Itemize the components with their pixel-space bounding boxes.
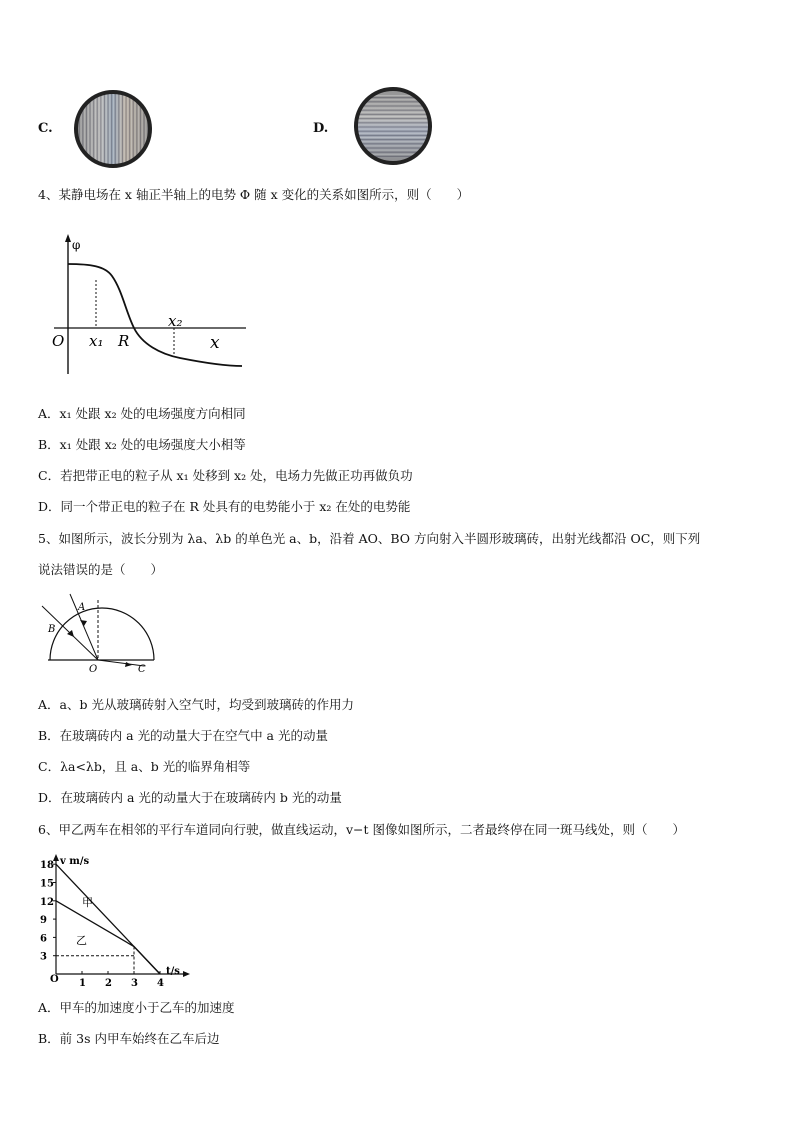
x-tick-label: 1 xyxy=(79,978,86,989)
q6-origin: O xyxy=(50,974,59,985)
fringe-vertical xyxy=(108,88,109,170)
fringe-vertical xyxy=(118,88,119,170)
y-tick-label: 15 xyxy=(40,878,54,890)
q6-x-arrow xyxy=(183,971,190,977)
fringe-horizontal xyxy=(352,108,434,109)
fringe-vertical xyxy=(97,88,98,170)
fringe-vertical xyxy=(95,88,96,170)
fringe-horizontal xyxy=(352,118,434,119)
q4-phi-label: φ xyxy=(72,238,81,252)
fringe-horizontal xyxy=(352,129,434,130)
y-tick-label: 9 xyxy=(40,915,47,927)
q4-origin-label: O xyxy=(52,332,65,350)
q4-potential-graph xyxy=(50,232,250,378)
fringe-horizontal xyxy=(352,97,434,98)
q5-stem-line2: 说法错误的是（ ） xyxy=(38,562,164,577)
q5-glass-semicircle-figure xyxy=(36,590,156,676)
q4-stem: 4、某静电场在 x 轴正半轴上的电势 Φ 随 x 变化的关系如图所示，则（ ） xyxy=(38,187,470,202)
q6-vt-chart xyxy=(36,850,196,989)
q4-option-a[interactable]: A．x₁ 处跟 x₂ 处的电场强度方向相同 xyxy=(38,406,246,421)
x-tick-label: 3 xyxy=(131,978,138,989)
fringe-vertical xyxy=(111,88,112,170)
fringe-horizontal xyxy=(352,114,434,115)
q4-x1-label: x₁ xyxy=(89,332,104,350)
fringe-vertical xyxy=(84,88,85,170)
fringe-vertical xyxy=(109,88,110,170)
fringe-horizontal xyxy=(352,131,434,132)
q4-x2-label: x₂ xyxy=(168,312,183,330)
y-tick-label: 3 xyxy=(40,951,47,963)
q5-option-a[interactable]: A．a、b 光从玻璃砖射入空气时，均受到玻璃砖的作用力 xyxy=(38,697,354,712)
q5-a-label: A xyxy=(78,602,86,613)
fringe-horizontal xyxy=(352,143,434,144)
q6-ylabel: v m/s xyxy=(60,856,90,867)
fringe-vertical xyxy=(144,88,145,170)
fringe-vertical xyxy=(140,88,141,170)
fringe-horizontal xyxy=(352,95,434,96)
x-tick-label: 2 xyxy=(105,978,112,989)
fringe-vertical xyxy=(79,88,80,170)
q5-stem-line1: 5、如图所示，波长分别为 λa、λb 的单色光 a、b，沿着 AO、BO 方向射入半圆形玻璃砖，出射光线都沿 OC，则下列 xyxy=(38,531,701,546)
fringe-vertical xyxy=(113,88,114,170)
q6-yi-label: 乙 xyxy=(76,934,87,947)
fringe-horizontal xyxy=(352,133,434,134)
fringe-vertical xyxy=(115,88,116,170)
q4-option-b[interactable]: B．x₁ 处跟 x₂ 处的电场强度大小相等 xyxy=(38,437,246,452)
fringe-horizontal xyxy=(352,120,434,121)
fringe-vertical xyxy=(126,88,127,170)
q5-semicircle xyxy=(50,608,154,660)
y-tick-label: 18 xyxy=(40,860,54,872)
q5-option-b[interactable]: B．在玻璃砖内 a 光的动量大于在空气中 a 光的动量 xyxy=(38,728,328,743)
fringe-vertical xyxy=(104,88,105,170)
fringe-horizontal xyxy=(352,137,434,138)
q6-option-a[interactable]: A．甲车的加速度小于乙车的加速度 xyxy=(38,1000,235,1015)
fringe-horizontal xyxy=(352,116,434,117)
y-tick-label: 12 xyxy=(40,896,54,908)
q4-option-d[interactable]: D．同一个带正电的粒子在 R 处具有的电势能小于 x₂ 在处的电势能 xyxy=(38,499,411,514)
q5-option-c[interactable]: C．λa<λb，且 a、b 光的临界角相等 xyxy=(38,759,251,774)
fringe-vertical xyxy=(93,88,94,170)
q5-ray-ao-arrow xyxy=(80,620,87,626)
q5-b-label: B xyxy=(48,624,56,635)
interference-pattern-c xyxy=(72,88,154,170)
fringe-vertical xyxy=(100,88,101,170)
q5-option-d[interactable]: D．在玻璃砖内 a 光的动量大于在玻璃砖内 b 光的动量 xyxy=(38,790,342,805)
fringe-horizontal xyxy=(352,135,434,136)
fringe-vertical xyxy=(147,88,148,170)
fringe-horizontal xyxy=(352,154,434,155)
fringe-vertical xyxy=(145,88,146,170)
q6-jia-label: 甲 xyxy=(82,896,93,909)
q5-o-label: O xyxy=(89,664,98,675)
fringe-vertical xyxy=(122,88,123,170)
fringe-horizontal xyxy=(352,127,434,128)
option-d-label: D. xyxy=(313,121,329,136)
fringe-horizontal xyxy=(352,156,434,157)
q6-stem: 6、甲乙两车在相邻的平行车道同向行驶，做直线运动，v−t 图像如图所示，二者最终停在同一斑马线处，则（ ） xyxy=(38,822,685,837)
fringe-horizontal xyxy=(352,141,434,142)
x-tick-label: 4 xyxy=(157,978,164,989)
fringe-horizontal xyxy=(352,124,434,125)
fringe-vertical xyxy=(129,88,130,170)
fringe-horizontal xyxy=(352,112,434,113)
fringe-vertical xyxy=(131,88,132,170)
q5-ray-oc-arrow xyxy=(125,662,132,667)
q4-r-label: R xyxy=(118,332,130,350)
fringe-vertical xyxy=(99,88,100,170)
fringe-vertical xyxy=(81,88,82,170)
fringe-vertical xyxy=(120,88,121,170)
fringe-vertical xyxy=(142,88,143,170)
fringe-horizontal xyxy=(352,122,434,123)
fringe-vertical xyxy=(82,88,83,170)
fringe-vertical xyxy=(124,88,125,170)
q6-xlabel: t/s xyxy=(166,966,180,977)
fringe-horizontal xyxy=(352,110,434,111)
fringe-vertical xyxy=(117,88,118,170)
fringe-vertical xyxy=(127,88,128,170)
q5-c-label: C xyxy=(138,664,146,675)
q4-option-c[interactable]: C．若把带正电的粒子从 x₁ 处移到 x₂ 处，电场力先做正功再做负功 xyxy=(38,468,413,483)
option-c-label: C. xyxy=(38,121,53,136)
fringe-vertical xyxy=(106,88,107,170)
q4-y-arrow xyxy=(65,234,71,242)
y-tick-label: 6 xyxy=(40,933,47,945)
fringe-horizontal xyxy=(352,139,434,140)
q6-option-b[interactable]: B．前 3s 内甲车始终在乙车后边 xyxy=(38,1031,220,1046)
series-line-yi xyxy=(56,901,160,974)
q4-x-label: x xyxy=(210,333,220,353)
fringe-vertical xyxy=(102,88,103,170)
interference-pattern-d xyxy=(352,85,434,167)
